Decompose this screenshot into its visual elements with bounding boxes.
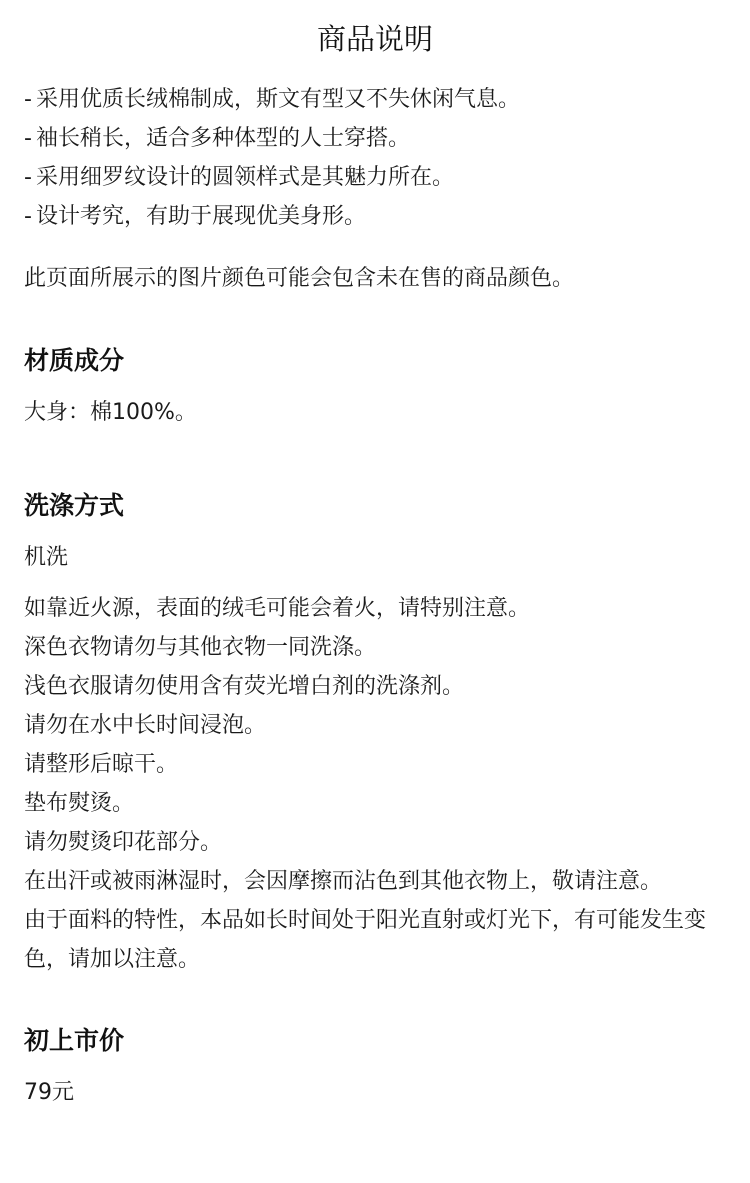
bullet-dash: - (24, 126, 32, 151)
page-title: 商品说明 (316, 22, 433, 56)
bullet-dash: - (24, 165, 32, 190)
care-instruction: 如靠近火源，表面的绒毛可能会着火，请特别注意。 (24, 596, 531, 621)
price-heading: 初上市价 (24, 1026, 125, 1055)
description-item (24, 119, 726, 158)
care-instruction: 请勿在水中长时间浸泡。 (24, 713, 267, 738)
washing-method: 机洗 (24, 545, 69, 570)
care-instruction: 请整形后晾干。 (24, 752, 179, 777)
care-instruction: 在出汗或被雨淋湿时，会因摩擦而沾色到其他衣物上，敬请注意。 (24, 869, 663, 894)
care-instruction: 垫布熨烫。 (24, 791, 135, 816)
bullet-dash: - (24, 204, 32, 229)
description-text: 采用细罗纹设计的圆领样式是其魅力所在。 (36, 165, 455, 190)
color-disclaimer: 此页面所展示的图片颜色可能会包含未在售的商品颜色。 (24, 266, 575, 291)
description-text: 设计考究，有助于展现优美身形。 (36, 204, 367, 229)
material-text: 大身：棉100%。 (24, 400, 197, 425)
description-item (24, 158, 726, 197)
washing-heading: 洗涤方式 (24, 491, 125, 520)
description-item (24, 80, 726, 119)
description-text: 袖长稍长，适合多种体型的人士穿搭。 (36, 126, 411, 151)
care-instructions-list (24, 589, 726, 979)
care-instruction: 请勿熨烫印花部分。 (24, 830, 223, 855)
bullet-dash: - (24, 87, 32, 112)
price-value: 79元 (24, 1080, 74, 1105)
care-instruction: 深色衣物请勿与其他衣物一同洗涤。 (24, 635, 377, 660)
description-text: 采用优质长绒棉制成，斯文有型又不失休闲气息。 (36, 87, 521, 112)
description-item (24, 197, 726, 236)
care-instruction: 浅色衣服请勿使用含有荧光增白剂的洗涤剂。 (24, 674, 465, 699)
description-list (24, 80, 726, 236)
care-instruction: 由于面料的特性，本品如长时间处于阳光直射或灯光下，有可能发生变色，请加以注意。 (24, 908, 707, 972)
material-heading: 材质成分 (24, 346, 125, 375)
